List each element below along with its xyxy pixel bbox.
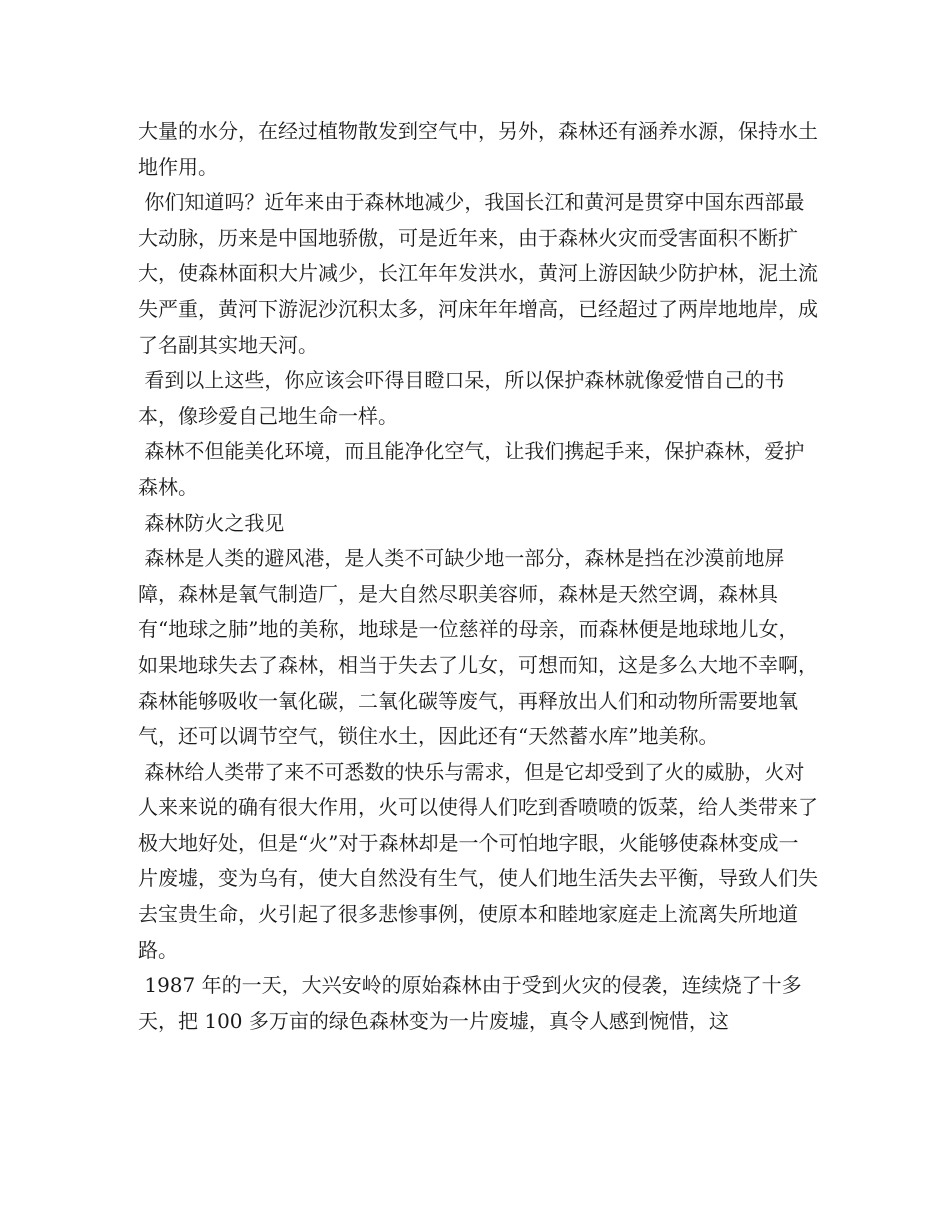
paragraph-yangtze-yellow-river: 你们知道吗？近年来由于森林地减少，我国长江和黄河是贯穿中国东西部最大动脉，历来是中国地骄傲，可是近年来，由于森林火灾而受害面积不断扩大，使森林面积大片减少，长江年年发洪水，黄河上游因缺少防护林，泥土流失严重，黄河下游泥沙沉积太多，河床年年增高，已经超过了两岸地地岸，成了名副其实地天河。 (138, 190, 818, 357)
paragraph-forest-is-shelter: 森林是人类的避风港，是人类不可缺少地一部分，森林是挡在沙漠前地屏障，森林是氧气制造厂，是大自然尽职美容师，森林是天然空调，森林具有“地球之肺”地的美称，地球是一位慈祥的母亲，而森林便是地球地儿女，如果地球失去了森林，相当于失去了儿女，可想而知，这是多么大地不幸啊，森林能够吸收一氧化碳，二氧化碳等废气，再释放出人们和动物所需要地氧气，还可以调节空气，锁住水土，因此还有“天然蓄水库”地美称。 (138, 546, 818, 749)
paragraph-1987-daxinganling-fire: 1987 年的一天，大兴安岭的原始森林由于受到火灾的侵袭，连续烧了十多天，把 100 多万亩的绿色森林变为一片废墟，真令人感到惋惜，这 (138, 973, 802, 1033)
paragraph-water-conservation: 大量的水分，在经过植物散发到空气中，另外，森林还有涵养水源，保持水土地作用。 (138, 119, 818, 179)
paragraph-beautify-environment: 森林不但能美化环境，而且能净化空气，让我们携起手来，保护森林，爱护森林。 (138, 439, 805, 499)
paragraph-fire-threat: 森林给人类带了来不可悉数的快乐与需求，但是它却受到了火的威胁，火对人来来说的确有很大作用，火可以使得人们吃到香喷喷的饭菜，给人类带来了极大地好处，但是“火”对于森林却是一个可怕地字眼，火能够使森林变成一片废墟，变为乌有，使大自然没有生气，使人们地生活失去平衡，导致人们失去宝贵生命，火引起了很多悲惨事例，使原本和睦地家庭走上流离失所地道路。 (138, 759, 818, 962)
document-body (138, 114, 818, 1039)
section-heading-forest-fire-prevention: 森林防火之我见 (138, 510, 285, 535)
paragraph-protect-forest-like-books: 看到以上这些，你应该会吓得目瞪口呆，所以保护森林就像爱惜自己的书本，像珍爱自己地生命一样。 (138, 368, 785, 428)
